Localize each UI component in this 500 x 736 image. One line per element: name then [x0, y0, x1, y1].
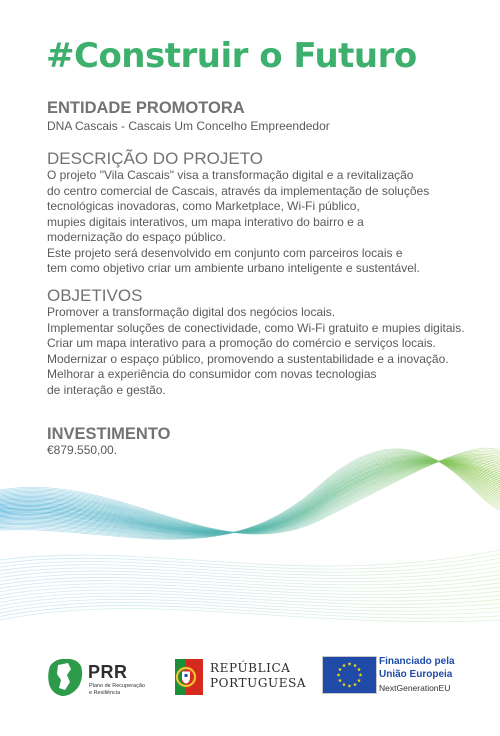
prr-name: PRR	[88, 662, 128, 682]
descricao-line: Este projeto será desenvolvido em conjunto com parceiros locais e	[47, 245, 403, 260]
investimento-value: €879.550,00.	[47, 443, 118, 457]
eu-star-icon	[342, 663, 346, 667]
objetivos-line: Promover a transformação digital dos negócios locais.	[47, 305, 336, 319]
objetivos-heading: OBJETIVOS	[47, 286, 143, 305]
wave-line	[0, 593, 500, 604]
eu-funding-logo	[322, 656, 492, 696]
eu-star-icon	[338, 668, 342, 672]
objetivos-line: Modernizar o espaço público, promovendo a sustentabilidade e a inovação.	[47, 351, 449, 366]
entidade-heading: ENTIDADE PROMOTORA	[47, 99, 245, 117]
eu-nextgen-line: NextGenerationEU	[379, 683, 451, 693]
descricao-line: tem como objetivo criar um ambiente urbano inteligente e sustentável.	[47, 261, 420, 275]
eu-uniao-line: União Europeia	[379, 669, 453, 680]
portuguese-coat-of-arms-icon	[174, 657, 204, 697]
eu-star-icon	[348, 684, 352, 688]
prr-logo	[46, 656, 156, 701]
wave-line	[0, 599, 500, 611]
objetivos-text	[47, 305, 465, 398]
wave-line	[0, 596, 500, 607]
entidade-text: DNA Cascais - Cascais Um Concelho Empreendedor	[47, 119, 330, 133]
eu-star-icon	[353, 683, 357, 687]
eu-star-icon	[338, 679, 342, 683]
descricao-line: tecnológicas inovadoras, como Marketplace, Wi-Fi público,	[47, 199, 360, 213]
portuguesa-line: PORTUGUESA	[210, 676, 307, 690]
wave-line	[0, 590, 500, 601]
prr-subtitle	[89, 683, 145, 697]
funding-logos	[0, 648, 500, 708]
wave-line	[0, 461, 500, 532]
descricao-line: mupies digitais interativos, um mapa interativo do bairro e a	[47, 214, 364, 229]
eu-financiado-line: Financiado pela	[379, 656, 455, 667]
eu-star-icon	[337, 673, 341, 677]
wave-line	[0, 461, 500, 533]
eu-star-icon	[342, 683, 346, 687]
objetivos-line: Implementar soluções de conectividade, como Wi-Fi gratuito e mupies digitais.	[47, 320, 465, 335]
wave-line	[0, 461, 500, 533]
investimento-heading: INVESTIMENTO	[47, 425, 171, 443]
prr-portugal-map-icon	[46, 656, 84, 698]
eu-stars	[323, 657, 376, 693]
entidade-section	[47, 99, 330, 135]
eu-star-icon	[348, 662, 352, 666]
prr-subtitle-line: Plano de Recuperação	[89, 683, 145, 689]
eu-star-icon	[359, 673, 363, 677]
page-title: #Construir o Futuro	[46, 36, 417, 76]
objetivos-line: Criar um mapa interativo para a promoção do comércio e serviços locais.	[47, 336, 436, 350]
descricao-heading: DESCRIÇÃO DO PROJETO	[47, 149, 263, 168]
wave-line	[0, 562, 500, 575]
descricao-line: modernização do espaço público.	[47, 230, 226, 244]
eu-flag-icon	[322, 656, 377, 694]
descricao-section	[47, 150, 429, 277]
republica-portuguesa-logo	[174, 657, 314, 701]
objetivos-section	[47, 287, 465, 398]
decorative-waves	[0, 440, 500, 650]
eu-star-icon	[357, 679, 361, 683]
wave-line	[0, 461, 500, 532]
descricao-line: O projeto "Vila Cascais" visa a transformação digital e a revitalização	[47, 168, 414, 182]
eu-star-icon	[357, 668, 361, 672]
descricao-text	[47, 168, 429, 277]
eu-star-icon	[353, 663, 357, 667]
objetivos-line: de interação e gestão.	[47, 382, 166, 397]
prr-subtitle-line: e Resiliência	[89, 690, 121, 696]
wave-line	[0, 461, 500, 532]
republica-line: REPÚBLICA	[210, 661, 291, 675]
descricao-line: do centro comercial de Cascais, através da implementação de soluções	[47, 183, 430, 198]
objetivos-line: Melhorar a experiência do consumidor com novas tecnologias	[47, 367, 377, 381]
